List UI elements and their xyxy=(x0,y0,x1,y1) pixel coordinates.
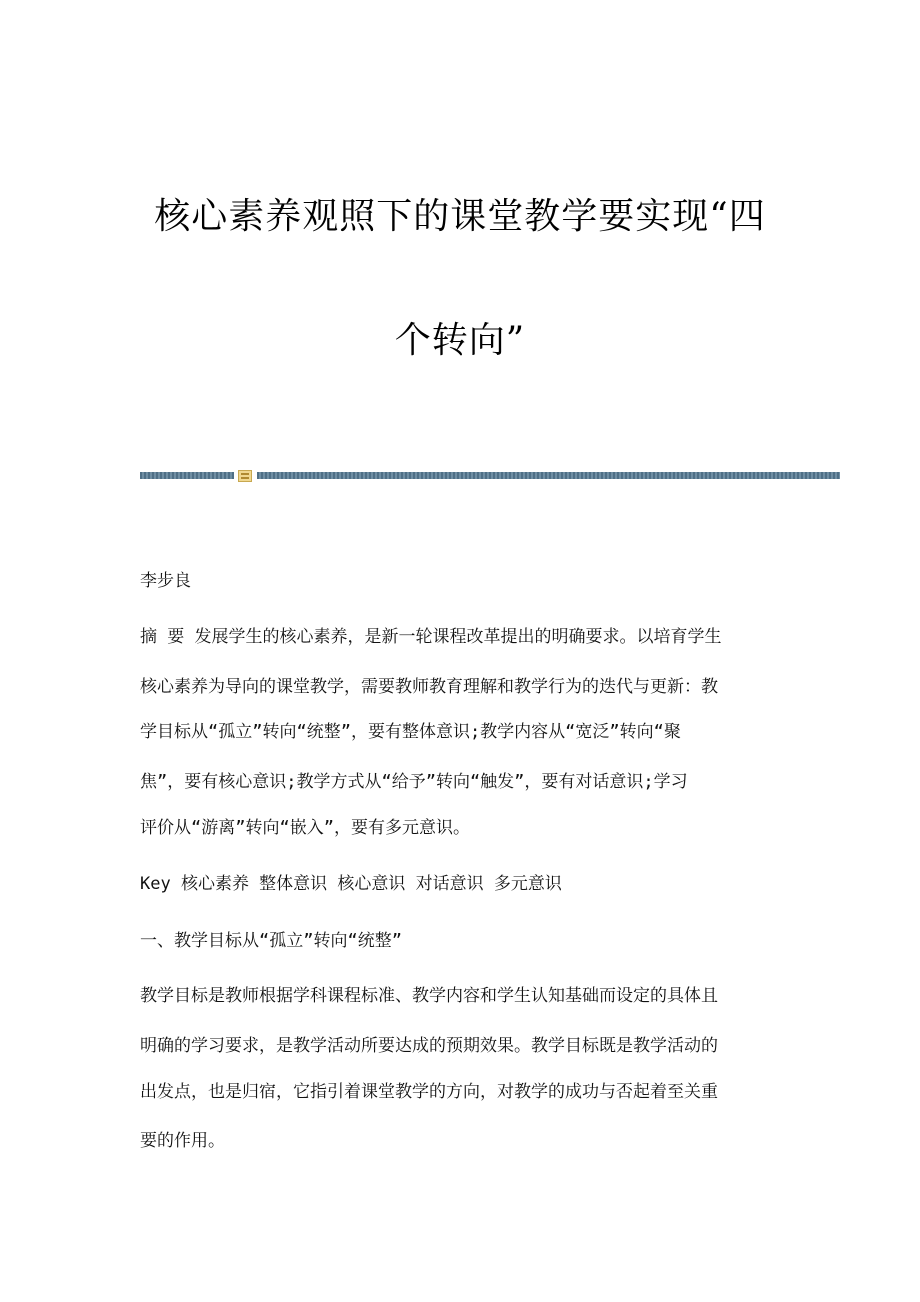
abstract-line: 评价从“游离”转向“嵌入”，要有多元意识。 xyxy=(140,818,470,838)
keywords-line: Key 核心素养 整体意识 核心意识 对话意识 多元意识 xyxy=(140,874,562,894)
section-heading: 一、教学目标从“孤立”转向“统整” xyxy=(140,931,402,951)
abstract-line: 核心素养为导向的课堂教学，需要教师教育理解和教学行为的迭代与更新：教 xyxy=(140,677,718,697)
abstract-line: 学目标从“孤立”转向“统整”，要有整体意识;教学内容从“宽泛”转向“聚 xyxy=(140,722,681,742)
section-paragraph-line: 明确的学习要求，是教学活动所要达成的预期效果。教学目标既是教学活动的 xyxy=(140,1036,718,1056)
section-paragraph-line: 要的作用。 xyxy=(140,1131,225,1151)
divider-ornament-icon xyxy=(238,470,252,482)
document-title-line-1: 核心素养观照下的课堂教学要实现“四 xyxy=(154,196,766,237)
abstract-line: 摘 要 发展学生的核心素养，是新一轮课程改革提出的明确要求。以培育学生 xyxy=(140,627,722,647)
title-divider xyxy=(140,470,840,480)
abstract-line: 焦”，要有核心意识;教学方式从“给予”转向“触发”，要有对话意识;学习 xyxy=(140,772,688,792)
author-name: 李步良 xyxy=(140,571,191,591)
divider-bar-right xyxy=(257,472,840,479)
section-paragraph-line: 出发点，也是归宿，它指引着课堂教学的方向，对教学的成功与否起着至关重 xyxy=(140,1082,718,1102)
document-title-line-2: 个转向” xyxy=(394,320,526,361)
section-paragraph-line: 教学目标是教师根据学科课程标准、教学内容和学生认知基础而设定的具体且 xyxy=(140,986,718,1006)
divider-bar-left xyxy=(140,472,234,479)
